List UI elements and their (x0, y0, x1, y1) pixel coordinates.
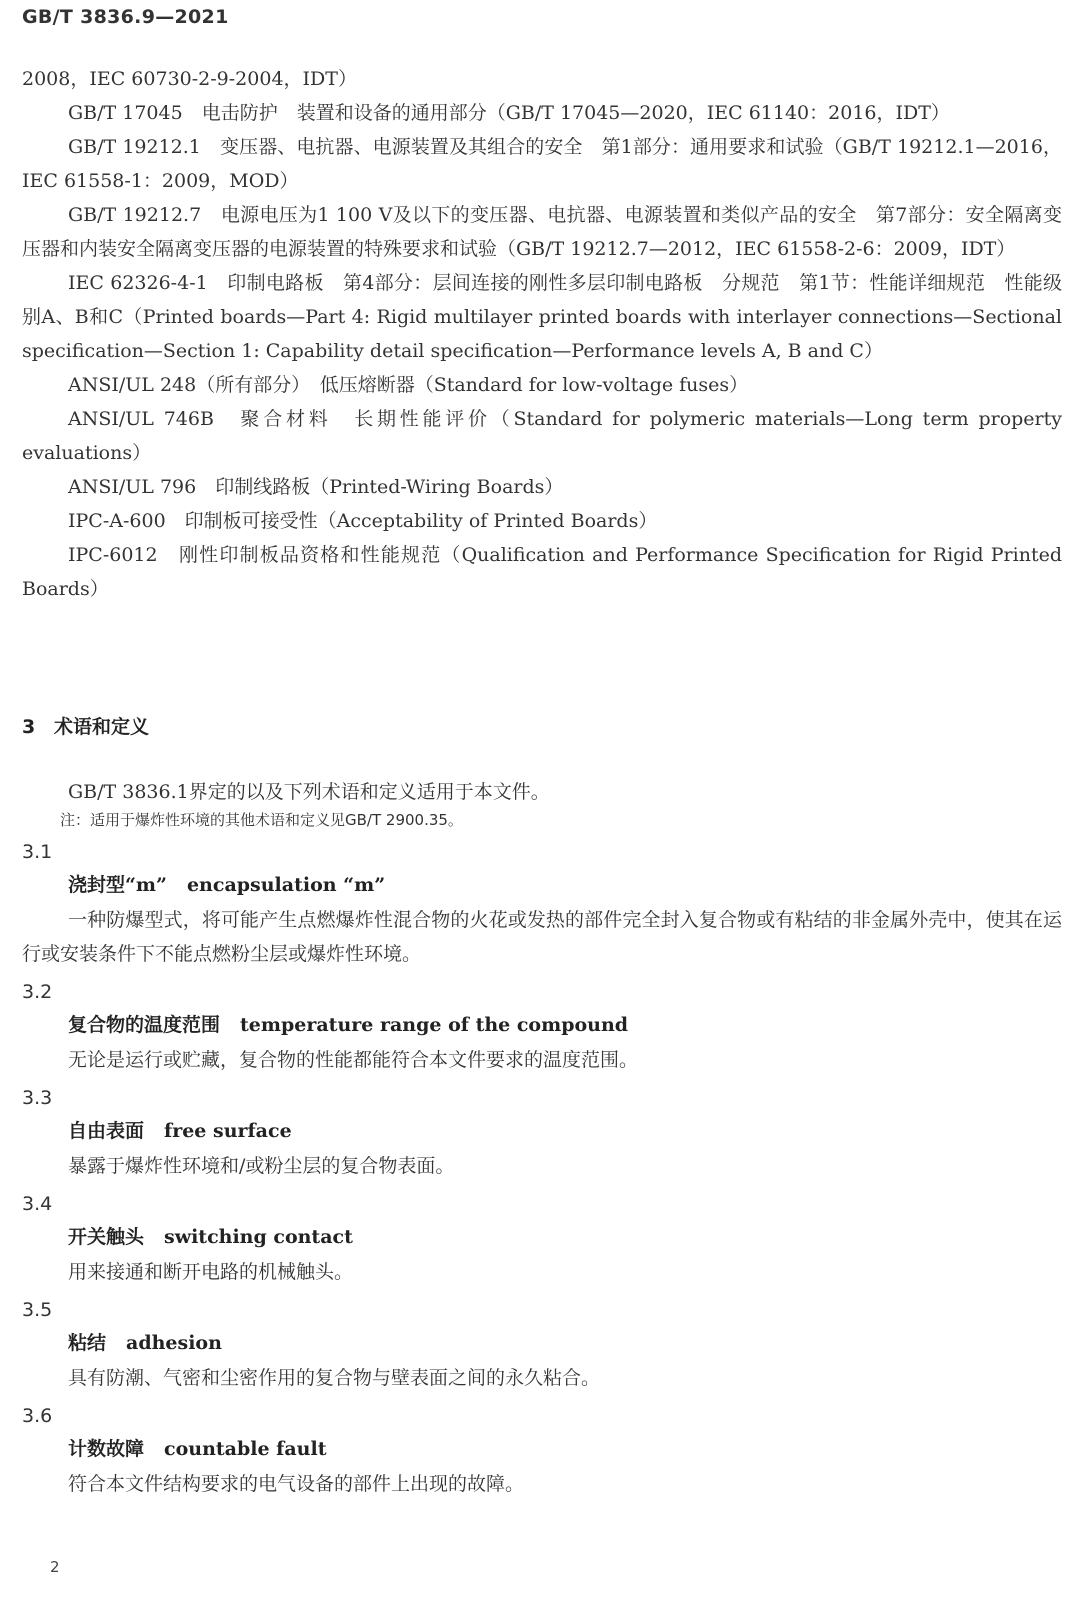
reference-item: ANSI/UL 796 印制线路板（Printed-Wiring Boards） (68, 476, 564, 498)
term-entry (22, 1401, 1062, 1501)
term-zh: 计数故障 (68, 1438, 145, 1460)
term-en: countable fault (164, 1438, 327, 1460)
section-intro: GB/T 3836.1界定的以及下列术语和定义适用于本文件。 (68, 781, 550, 803)
term-zh: 复合物的温度范围 (68, 1014, 221, 1036)
term-number: 3.1 (22, 841, 53, 863)
term-zh: 自由表面 (68, 1120, 145, 1142)
term-definition: 暴露于爆炸性环境和/或粉尘层的复合物表面。 (68, 1155, 455, 1177)
term-definition: 一种防爆型式，将可能产生点燃爆炸性混合物的火花或发热的部件完全封入复合物或有粘结的非金属外壳中，使其在运行或安装条件下不能点燃粉尘层或爆炸性环境。 (22, 909, 1062, 965)
term-heading (68, 1431, 1062, 1467)
section-number: 3 (22, 716, 36, 738)
term-entry (22, 837, 1062, 971)
term-entry (22, 1295, 1062, 1395)
term-en: switching contact (164, 1226, 353, 1248)
reference-item: ANSI/UL 248（所有部分） 低压熔断器（Standard for low-voltage fuses） (68, 374, 749, 396)
term-en: temperature range of the compound (240, 1014, 629, 1036)
term-number: 3.5 (22, 1299, 53, 1321)
term-number: 3.4 (22, 1193, 53, 1215)
term-definition: 无论是运行或贮藏，复合物的性能都能符合本文件要求的温度范围。 (68, 1049, 639, 1071)
term-heading (68, 1219, 1062, 1255)
term-zh: 开关触头 (68, 1226, 145, 1248)
term-number: 3.2 (22, 981, 53, 1003)
term-heading (68, 1113, 1062, 1149)
term-number: 3.6 (22, 1405, 53, 1427)
standard-header: GB/T 3836.9—2021 (22, 6, 229, 28)
term-en: free surface (164, 1120, 292, 1142)
term-definition: 具有防潮、气密和尘密作用的复合物与壁表面之间的永久粘合。 (68, 1367, 601, 1389)
section-heading (22, 712, 149, 739)
reference-item: IPC-A-600 印制板可接受性（Acceptability of Printed Boards） (68, 510, 658, 532)
reference-item: IPC-6012 刚性印制板品资格和性能规范（Qualification and Performance Specification for Rigid Printed Boards） (22, 544, 1062, 600)
normative-references (22, 62, 1062, 606)
term-zh: 粘结 (68, 1332, 107, 1354)
terms-body (22, 775, 1062, 1501)
term-en: adhesion (126, 1332, 222, 1354)
reference-item: 2008，IEC 60730-2-9-2004，IDT） (22, 68, 357, 90)
section-title: 术语和定义 (54, 716, 150, 738)
reference-item: GB/T 19212.7 电源电压为1 100 V及以下的变压器、电抗器、电源装置和类似产品的安全 第7部分：安全隔离变压器和内装安全隔离变压器的电源装置的特殊要求和试验（GB/T 19212.7—2012，IEC 61558-2-6：2009，IDT） (22, 204, 1062, 260)
reference-item: ANSI/UL 746B 聚合材料 长期性能评价（Standard for polymeric materials—Long term property evaluations） (22, 408, 1062, 464)
term-zh: 浇封型“m” (68, 874, 167, 896)
term-entry (22, 1189, 1062, 1289)
reference-item: IEC 62326-4-1 印制电路板 第4部分：层间连接的刚性多层印制电路板 分规范 第1节：性能详细规范 性能级别A、B和C（Printed boards—Part 4: Rigid multilayer printed boards with interlayer connections—Sectional specification—Section 1: Capability detail specification—Performance levels A, B and C） (22, 272, 1062, 362)
term-number: 3.3 (22, 1087, 53, 1109)
term-entry (22, 1083, 1062, 1183)
section-note: 注：适用于爆炸性环境的其他术语和定义见GB/T 2900.35。 (60, 811, 463, 829)
term-heading (68, 1007, 1062, 1043)
term-definition: 用来接通和断开电路的机械触头。 (68, 1261, 354, 1283)
term-entry (22, 977, 1062, 1077)
term-heading (68, 867, 1062, 903)
term-en: encapsulation “m” (186, 874, 386, 896)
reference-item: GB/T 19212.1 变压器、电抗器、电源装置及其组合的安全 第1部分：通用要求和试验（GB/T 19212.1—2016，IEC 61558-1：2009，MOD） (22, 136, 1062, 192)
page-number: 2 (50, 1558, 60, 1576)
term-definition: 符合本文件结构要求的电气设备的部件上出现的故障。 (68, 1473, 525, 1495)
term-heading (68, 1325, 1062, 1361)
reference-item: GB/T 17045 电击防护 装置和设备的通用部分（GB/T 17045—2020，IEC 61140：2016，IDT） (68, 102, 950, 124)
